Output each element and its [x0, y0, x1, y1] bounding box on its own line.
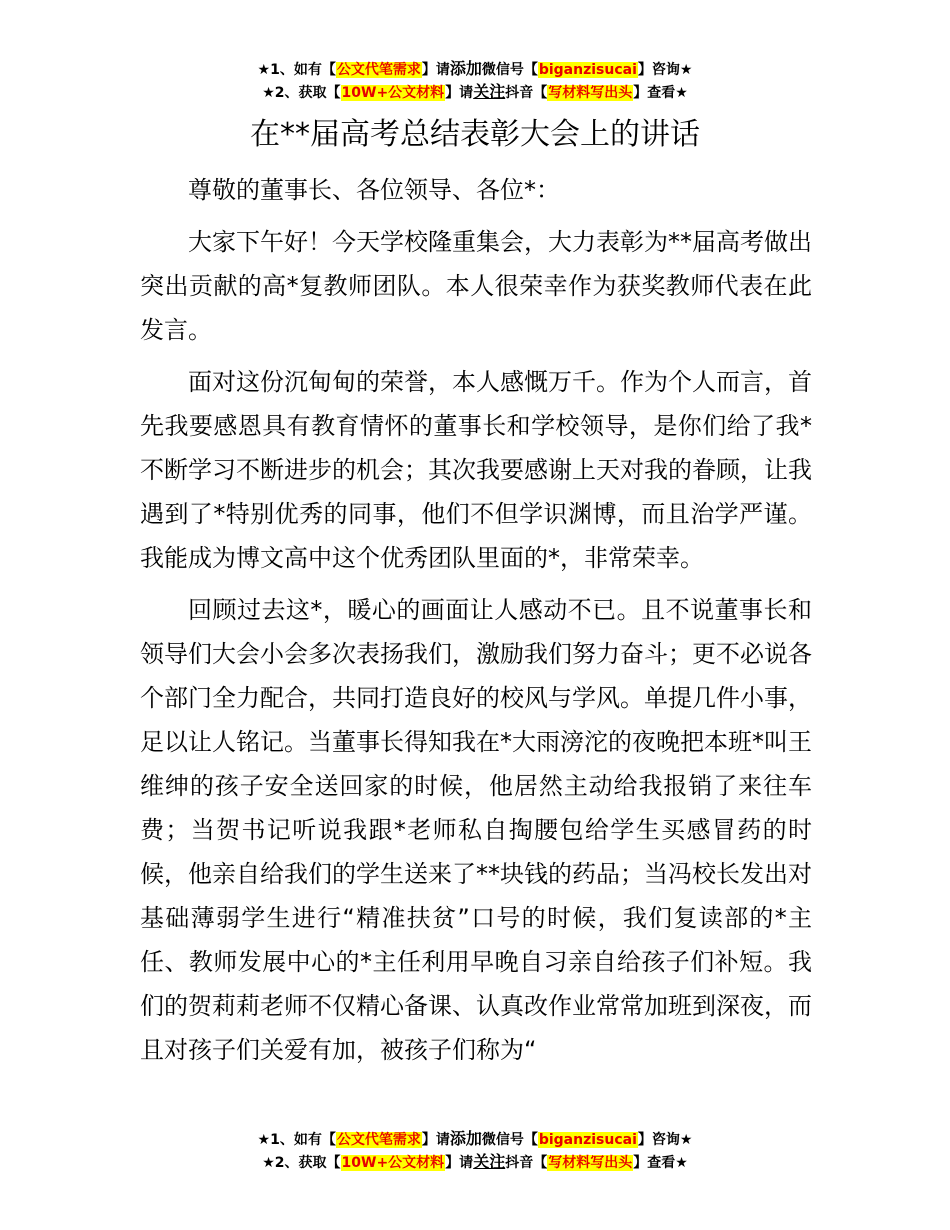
banner-highlight: 写材料写出头: [548, 85, 633, 101]
banner-highlight: 公文代笔需求: [336, 1132, 421, 1148]
banner-highlight: biganzisucai: [538, 62, 637, 78]
banner-text: ★2、获取【: [262, 85, 341, 101]
banner-emphasis: 关注: [473, 82, 506, 101]
banner-text: 】查看★: [633, 1155, 688, 1171]
banner-highlight: 公文代笔需求: [336, 62, 421, 78]
document-title: 在**届高考总结表彰大会上的讲话: [250, 117, 700, 152]
salutation-paragraph: 尊敬的董事长、各位领导、各位*：: [188, 176, 560, 204]
banner-emphasis: 添加: [449, 1129, 482, 1148]
body-paragraph: 回顾过去这*，暖心的画面让人感动不已。且不说董事长和领导们大会小会多次表扬我们，激励我们努力奋斗；更不必说各个部门全力配合，共同打造良好的校风与学风。单提几件小事，足以让人铭记。当董事长得知我在*大雨滂沱的夜晚把本班*叫王维绅的孩子安全送回家的时候，他居然主动给我报销了来往车费；当贺书记听说我跟*老师私自掏腰包给学生买感冒药的时候，他亲自给我们的学生送来了**块钱的药品；当冯校长发出对基础薄弱学生进行“精准扶贫”口号的时候，我们复读部的*主任、教师发展中心的*主任利用早晚自习亲自给孩子们补短。我们的贺莉莉老师不仅精心备课、认真改作业常常加班到深夜，而且对孩子们关爱有加，被孩子们称为“: [140, 596, 812, 1064]
banner-text: 抖音【: [505, 85, 548, 101]
banner-text: 】请: [445, 1155, 474, 1171]
banner-text: ★1、如有【: [257, 62, 336, 78]
banner-line-1: [0, 58, 950, 81]
banner-emphasis: 添加: [449, 59, 482, 78]
header-banner: [0, 58, 950, 104]
banner-text: 】请: [421, 62, 450, 78]
banner-highlight: 10W+公文材料: [341, 1155, 445, 1171]
banner-text: ★1、如有【: [257, 1132, 336, 1148]
banner-highlight: biganzisucai: [538, 1132, 637, 1148]
banner-text: ★2、获取【: [262, 1155, 341, 1171]
banner-line-1: [0, 1128, 950, 1151]
banner-text: 】咨询★: [637, 62, 693, 78]
banner-text: 微信号【: [481, 62, 538, 78]
banner-line-2: [0, 81, 950, 104]
document-body: [140, 168, 812, 1080]
banner-text: 】请: [445, 85, 474, 101]
banner-highlight: 写材料写出头: [548, 1155, 633, 1171]
banner-text: 】咨询★: [637, 1132, 693, 1148]
banner-text: 】查看★: [633, 85, 688, 101]
body-paragraph: 大家下午好！今天学校隆重集会，大力表彰为**届高考做出突出贡献的高*复教师团队。本人很荣幸作为获奖教师代表在此发言。: [140, 228, 812, 344]
body-paragraph: 面对这份沉甸甸的荣誉，本人感慨万千。作为个人而言，首先我要感恩具有教育情怀的董事长和学校领导，是你们给了我*不断学习不断进步的机会；其次我要感谢上天对我的眷顾，让我遇到了*特别优秀的同事，他们不但学识渊博，而且治学严谨。我能成为博文高中这个优秀团队里面的*，非常荣幸。: [140, 368, 812, 572]
banner-text: 】请: [421, 1132, 450, 1148]
footer-banner: [0, 1128, 950, 1174]
banner-line-2: [0, 1151, 950, 1174]
banner-highlight: 10W+公文材料: [341, 85, 445, 101]
banner-text: 抖音【: [505, 1155, 548, 1171]
banner-emphasis: 关注: [473, 1152, 506, 1171]
banner-text: 微信号【: [481, 1132, 538, 1148]
